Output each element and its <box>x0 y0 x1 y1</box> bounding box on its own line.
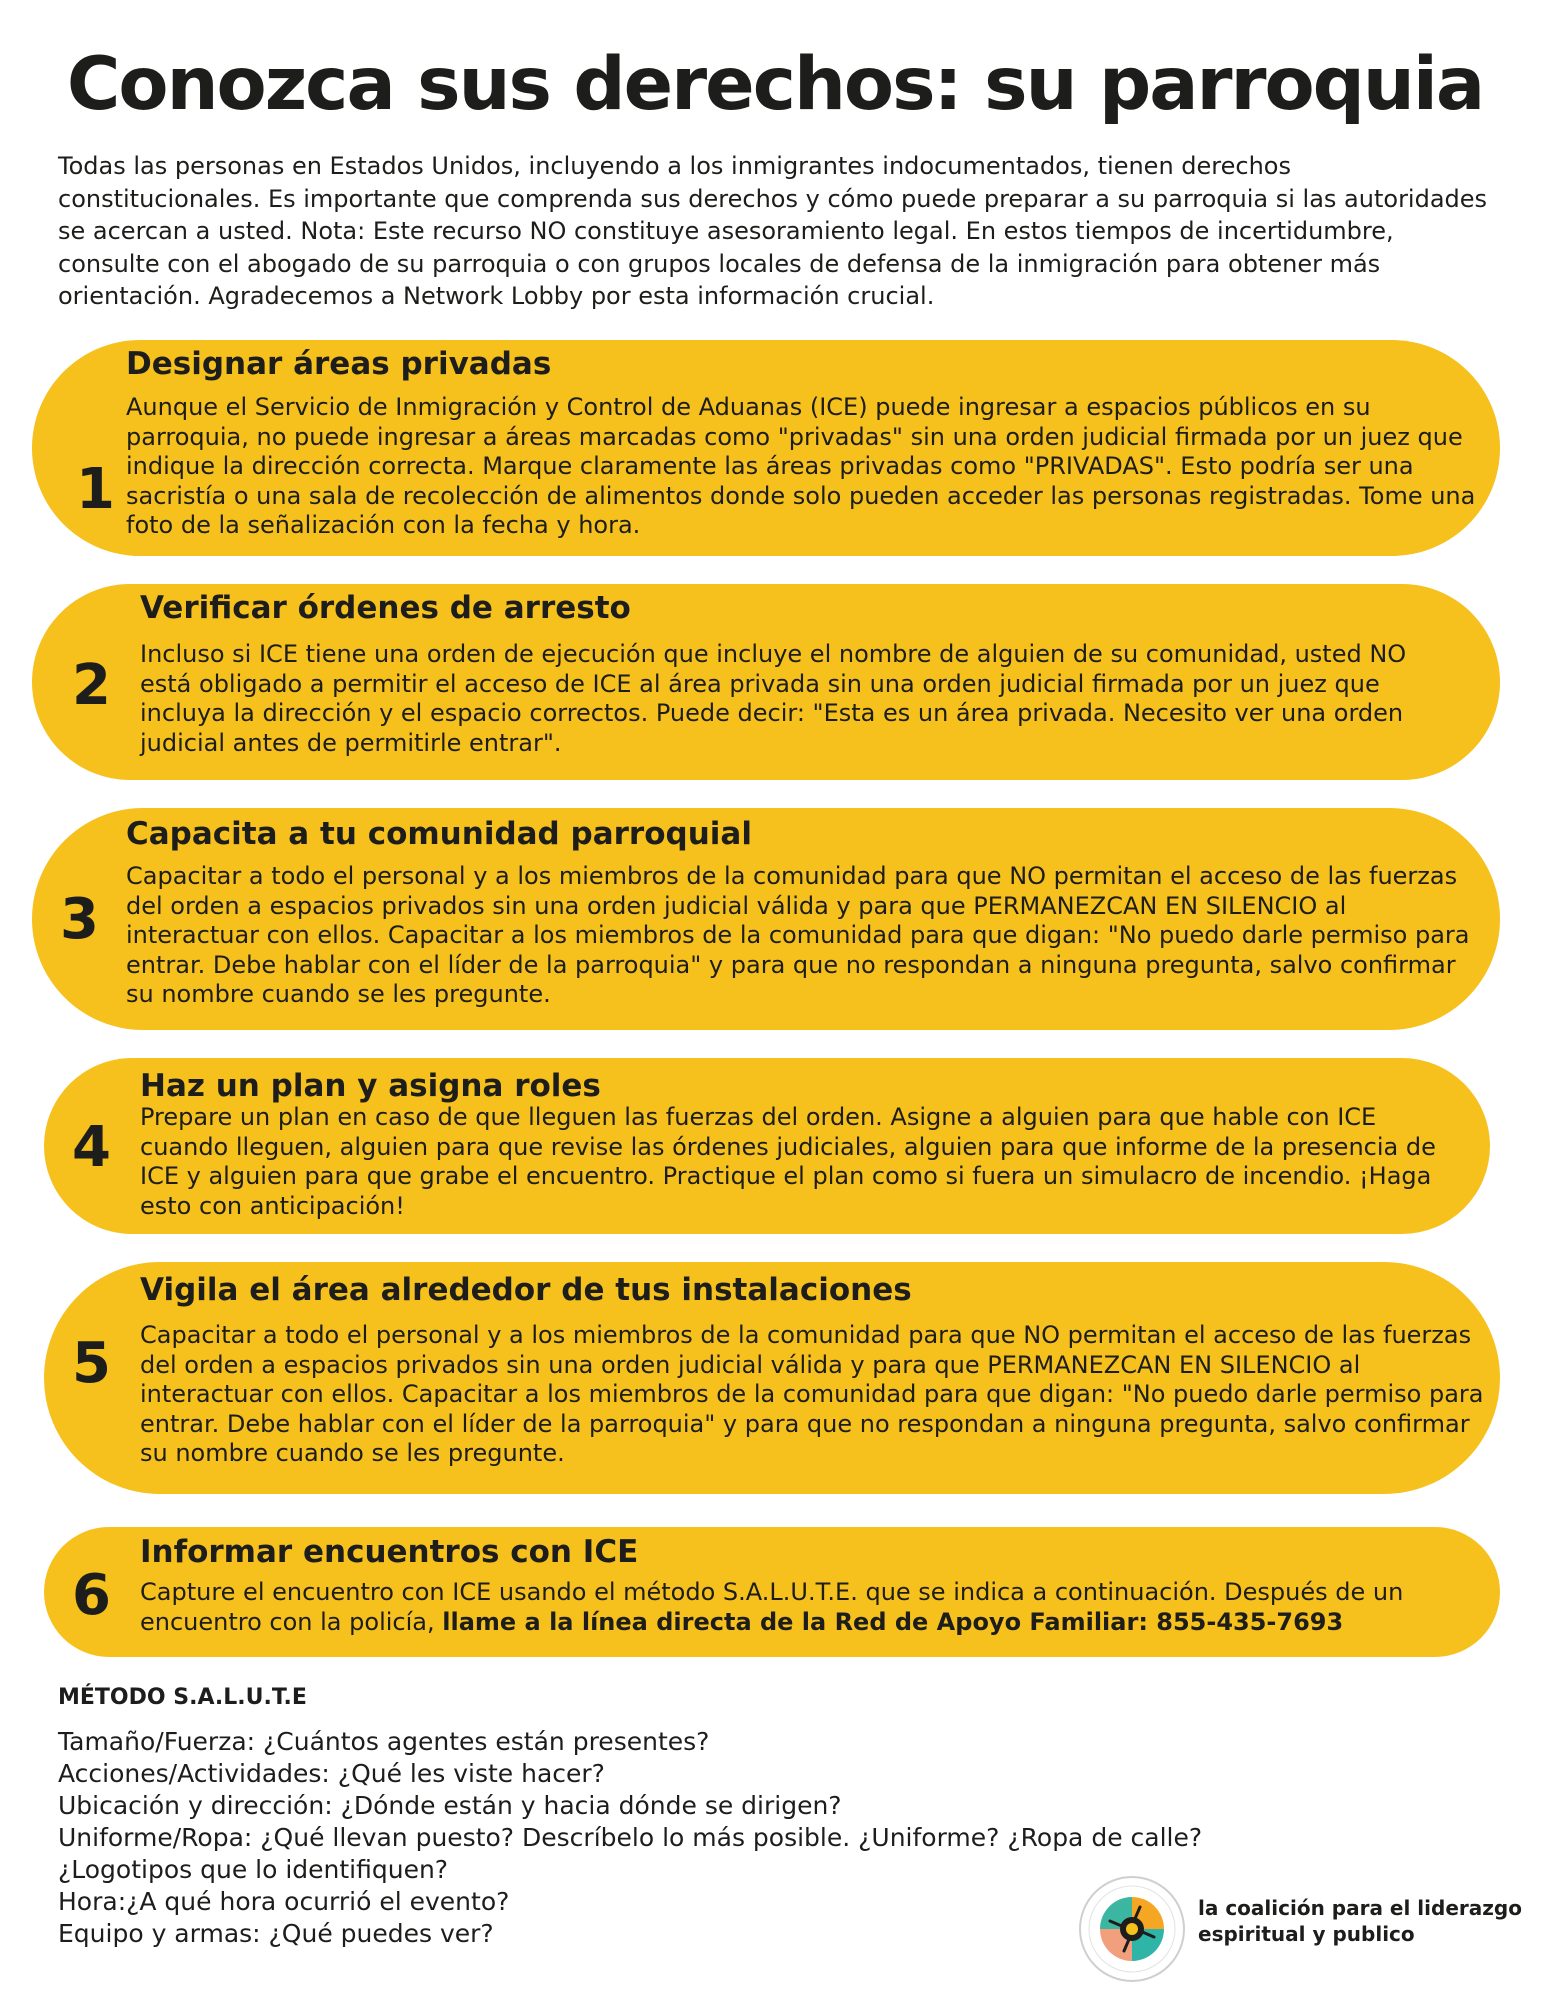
section-1-body: Aunque el Servicio de Inmigración y Control de Aduanas (ICE) puede ingresar a espacios públicos en su parroquia, no puede ingresar a áreas marcadas como "privadas" sin una orden judicial firmada por un juez que indique la dirección correcta. Marque claramente las áreas privadas como "PRIVADAS". Esto podría ser una sacristía o una sala de recolección de alimentos donde solo pueden acceder las personas registradas. Tome una foto de la señalización con la fecha y hora. <box>126 393 1476 539</box>
section-1-number: 1 <box>76 457 115 522</box>
section-5-body: Capacitar a todo el personal y a los miembros de la comunidad para que NO permitan el acceso de las fuerzas del orden a espacios privados sin una orden judicial válida y para que PERMANEZCAN EN SILENCIO al interactuar con ellos. Capacitar a los miembros de la comunidad para que digan: "No puedo darle permiso para entrar. Debe hablar con el líder de la parroquia" y para que no respondan a ninguna pregunta, salvo confirmar su nombre cuando se les pregunte. <box>140 1321 1484 1467</box>
salute-item-size: Tamaño/Fuerza: ¿Cuántos agentes están presentes? <box>58 1727 710 1756</box>
salute-item-uniform: Uniforme/Ropa: ¿Qué llevan puesto? Descríbelo lo más posible. ¿Uniforme? ¿Ropa de calle? ¿Logotipos que lo identifiquen? <box>58 1823 1203 1884</box>
coalition-logo-icon <box>1078 1875 1186 1983</box>
section-3-title: Capacita a tu comunidad parroquial <box>126 816 752 852</box>
hotline-text: llame a la línea directa de la Red de Apoyo Familiar: 855-435-7693 <box>442 1607 1344 1636</box>
section-6-body-text: Capture el encuentro con ICE usando el método S.A.L.U.T.E. que se indica a continuación. Después de un encuentro con la policía, <box>140 1578 1404 1636</box>
section-6-number: 6 <box>72 1563 111 1628</box>
organization-name <box>1198 1895 1528 1947</box>
intro-paragraph: Todas las personas en Estados Unidos, incluyendo a los inmigrantes indocumentados, tienen derechos constitucionales. Es importante que comprenda sus derechos y cómo puede preparar a su parroquia si las autoridades se acercan a usted. Nota: Este recurso NO constituye asesoramiento legal. En estos tiempos de incertidumbre, consulte con el abogado de su parroquia o con grupos locales de defensa de la inmigración para obtener más orientación. Agradecemos a Network Lobby por esta información crucial. <box>58 152 1488 310</box>
section-6-body <box>140 1578 1490 1637</box>
section-2-number: 2 <box>72 653 111 718</box>
organization-name-line1: la coalición para el liderazgo <box>1198 1896 1522 1920</box>
section-6-title: Informar encuentros con ICE <box>140 1534 639 1570</box>
section-5-title: Vigila el área alrededor de tus instalaciones <box>140 1272 912 1308</box>
organization-name-line2: espiritual y publico <box>1198 1922 1415 1946</box>
salute-item-location: Ubicación y dirección: ¿Dónde están y hacia dónde se dirigen? <box>58 1791 842 1820</box>
section-4-number: 4 <box>72 1115 111 1180</box>
page-title: Conozca sus derechos: su parroquia <box>66 42 1484 127</box>
salute-heading: MÉTODO S.A.L.U.T.E <box>58 1685 307 1710</box>
salute-list <box>58 1726 1238 1950</box>
salute-item-time: Hora:¿A qué hora ocurrió el evento? <box>58 1887 510 1916</box>
section-3-number: 3 <box>60 887 99 952</box>
section-1-title: Designar áreas privadas <box>126 346 552 382</box>
section-2-title: Verificar órdenes de arresto <box>140 590 631 626</box>
section-4-title: Haz un plan y asigna roles <box>140 1068 601 1104</box>
section-4-body: Prepare un plan en caso de que lleguen las fuerzas del orden. Asigne a alguien para que hable con ICE cuando lleguen, alguien para que revise las órdenes judiciales, alguien para que informe de la presencia de ICE y alguien para que grabe el encuentro. Practique el plan como si fuera un simulacro de incendio. ¡Haga esto con anticipación! <box>140 1103 1436 1220</box>
section-2-body: Incluso si ICE tiene una orden de ejecución que incluye el nombre de alguien de su comunidad, usted NO está obligado a permitir el acceso de ICE al área privada sin una orden judicial firmada por un juez que incluya la dirección y el espacio correctos. Puede decir: "Esta es un área privada. Necesito ver una orden judicial antes de permitirle entrar". <box>140 640 1407 757</box>
section-3-body: Capacitar a todo el personal y a los miembros de la comunidad para que NO permitan el acceso de las fuerzas del orden a espacios privados sin una orden judicial válida y para que PERMANEZCAN EN SILENCIO al interactuar con ellos. Capacitar a los miembros de la comunidad para que digan: "No puedo darle permiso para entrar. Debe hablar con el líder de la parroquia" y para que no respondan a ninguna pregunta, salvo confirmar su nombre cuando se les pregunte. <box>126 862 1470 1008</box>
section-5-number: 5 <box>72 1331 111 1396</box>
salute-item-actions: Acciones/Actividades: ¿Qué les viste hacer? <box>58 1759 605 1788</box>
salute-item-equipment: Equipo y armas: ¿Qué puedes ver? <box>58 1919 494 1948</box>
